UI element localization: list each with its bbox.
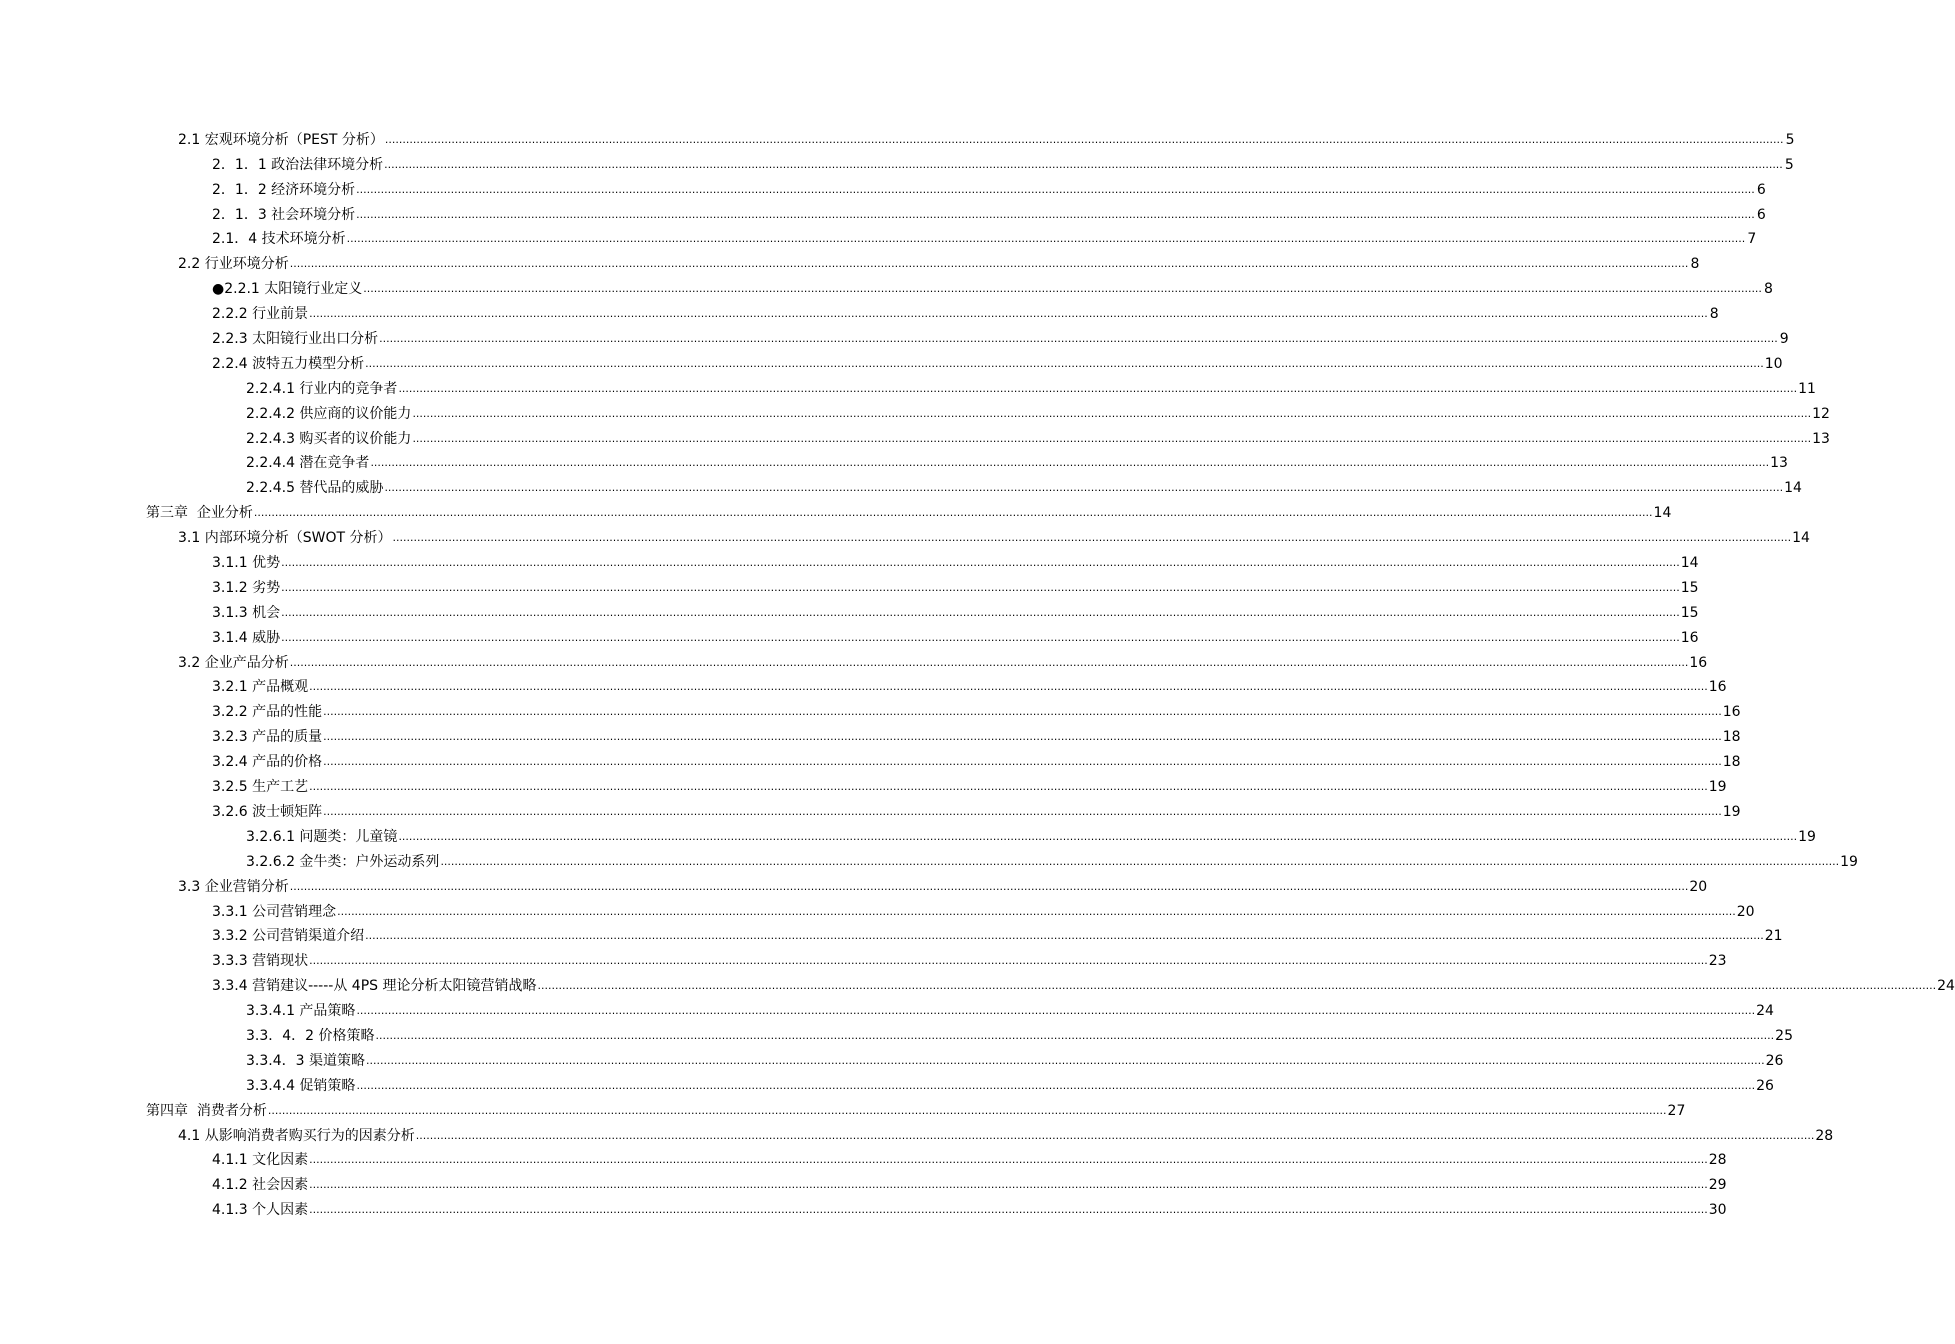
toc-dot-leader: ................................................................................................................................................................................................................................................................................................................................................................................................................ [365, 1053, 1765, 1067]
toc-page-number: 26 [1756, 1077, 1774, 1094]
toc-entry[interactable] [0, 273, 1773, 298]
toc-page-number: 24 [1756, 1003, 1774, 1020]
toc-page-number: 25 [1775, 1027, 1793, 1044]
toc-dot-leader: ................................................................................................................................................................................................................................................................................................................................................................................................................ [365, 356, 1764, 370]
toc-page-number: 8 [1764, 281, 1773, 298]
toc-dot-leader: ................................................................................................................................................................................................................................................................................................................................................................................................................ [398, 381, 1798, 395]
toc-dot-leader: ................................................................................................................................................................................................................................................................................................................................................................................................................ [415, 1128, 1815, 1142]
table-of-contents [0, 124, 1955, 1219]
toc-page-number: 15 [1680, 604, 1699, 621]
toc-page-number: 16 [1680, 629, 1699, 646]
toc-entry-title: ●2.2.1 太阳镜行业定义 [212, 281, 363, 298]
toc-page-number: 19 [1798, 828, 1816, 845]
toc-entry-title: 3.2.6 波士顿矩阵 [212, 803, 323, 820]
toc-page-number: 29 [1708, 1177, 1727, 1194]
toc-entry[interactable] [0, 398, 1830, 423]
toc-entry[interactable] [0, 1120, 1834, 1145]
toc-dot-leader: ................................................................................................................................................................................................................................................................................................................................................................................................................ [363, 282, 1762, 296]
toc-dot-leader: ................................................................................................................................................................................................................................................................................................................................................................................................................ [309, 307, 1708, 321]
toc-entry[interactable] [0, 871, 1708, 896]
toc-page-number: 13 [1770, 455, 1788, 472]
toc-page-number: 28 [1815, 1127, 1834, 1144]
toc-dot-leader: ................................................................................................................................................................................................................................................................................................................................................................................................................ [365, 929, 1764, 943]
toc-dot-leader: ................................................................................................................................................................................................................................................................................................................................................................................................................ [253, 506, 1653, 520]
toc-entry[interactable] [0, 672, 1727, 697]
toc-page-number: 5 [1784, 156, 1794, 173]
toc-dot-leader: ................................................................................................................................................................................................................................................................................................................................................................................................................ [309, 780, 1708, 794]
toc-dot-leader: ................................................................................................................................................................................................................................................................................................................................................................................................................ [356, 182, 1755, 196]
toc-page-number: 24 [1937, 978, 1955, 995]
toc-dot-leader: ................................................................................................................................................................................................................................................................................................................................................................................................................ [379, 332, 1778, 346]
toc-dot-leader: ................................................................................................................................................................................................................................................................................................................................................................................................................ [281, 556, 1680, 570]
toc-page-number: 20 [1689, 878, 1708, 895]
toc-entry[interactable] [0, 124, 1795, 149]
toc-page-number: 6 [1756, 206, 1766, 223]
toc-page-number: 23 [1708, 953, 1727, 970]
toc-page-number: 16 [1708, 679, 1727, 696]
toc-entry[interactable] [0, 149, 1794, 174]
toc-page-number: 6 [1756, 181, 1766, 198]
toc-dot-leader: ................................................................................................................................................................................................................................................................................................................................................................................................................ [356, 207, 1755, 221]
toc-dot-leader: ................................................................................................................................................................................................................................................................................................................................................................................................................ [289, 879, 1689, 893]
toc-page-number: 18 [1722, 729, 1741, 746]
toc-entry-title: 2．1．3 社会环境分析 [212, 206, 356, 223]
toc-page-number: 27 [1667, 1102, 1686, 1119]
toc-dot-leader: ................................................................................................................................................................................................................................................................................................................................................................................................................ [309, 680, 1708, 694]
toc-entry-title: 2.2.2 行业前景 [212, 306, 309, 323]
toc-entry-title: 3.3.1 公司营销理念 [212, 903, 337, 920]
toc-page-number: 9 [1779, 331, 1789, 348]
toc-entry-title: 3.1.2 劣势 [212, 579, 281, 596]
toc-entry-title: 2．1．2 经济环境分析 [212, 181, 356, 198]
toc-page-number: 8 [1690, 256, 1700, 273]
toc-entry[interactable] [0, 572, 1699, 597]
toc-dot-leader: ................................................................................................................................................................................................................................................................................................................................................................................................................ [289, 655, 1689, 669]
toc-page-number: 10 [1764, 355, 1783, 372]
toc-entry[interactable] [0, 846, 1858, 871]
toc-page-number: 5 [1785, 131, 1795, 148]
toc-entry[interactable] [0, 497, 1672, 522]
toc-entry[interactable] [0, 970, 1955, 995]
toc-dot-leader: ................................................................................................................................................................................................................................................................................................................................................................................................................ [370, 456, 1770, 470]
toc-page-number: 28 [1708, 1152, 1727, 1169]
toc-entry-title: 第四章 消费者分析 [146, 1102, 267, 1119]
toc-entry[interactable] [0, 174, 1766, 199]
toc-entry-title: 2.2.4.3 购买者的议价能力 [246, 430, 412, 447]
toc-page-number: 14 [1680, 555, 1699, 572]
toc-dot-leader: ................................................................................................................................................................................................................................................................................................................................................................................................................ [384, 481, 1784, 495]
toc-dot-leader: ................................................................................................................................................................................................................................................................................................................................................................................................................ [440, 854, 1840, 868]
toc-page-number: 15 [1680, 579, 1699, 596]
toc-dot-leader: ................................................................................................................................................................................................................................................................................................................................................................................................................ [337, 904, 1736, 918]
toc-entry-title: 3.2.1 产品概观 [212, 679, 309, 696]
toc-entry[interactable] [0, 821, 1816, 846]
toc-entry-title: 2.1 宏观环境分析（PEST 分析） [178, 131, 384, 148]
toc-page-number: 8 [1709, 306, 1719, 323]
toc-dot-leader: ................................................................................................................................................................................................................................................................................................................................................................................................................ [346, 232, 1746, 246]
toc-entry-title: 3.2.2 产品的性能 [212, 704, 323, 721]
toc-dot-leader: ................................................................................................................................................................................................................................................................................................................................................................................................................ [537, 979, 1937, 993]
toc-page-number: 19 [1722, 803, 1741, 820]
toc-entry[interactable] [0, 248, 1700, 273]
toc-entry[interactable] [0, 373, 1816, 398]
toc-entry-title: 2.2 行业环境分析 [178, 256, 289, 273]
toc-entry[interactable] [0, 547, 1699, 572]
toc-entry[interactable] [0, 1169, 1727, 1194]
toc-page-number: 13 [1812, 430, 1830, 447]
toc-dot-leader: ................................................................................................................................................................................................................................................................................................................................................................................................................ [309, 1178, 1708, 1192]
toc-entry[interactable] [0, 423, 1830, 448]
toc-page-number: 16 [1722, 704, 1741, 721]
toc-entry[interactable] [0, 1194, 1727, 1219]
toc-dot-leader: ................................................................................................................................................................................................................................................................................................................................................................................................................ [281, 630, 1680, 644]
toc-dot-leader: ................................................................................................................................................................................................................................................................................................................................................................................................................ [323, 730, 1722, 744]
toc-dot-leader: ................................................................................................................................................................................................................................................................................................................................................................................................................ [412, 406, 1812, 420]
toc-entry-title: 2.2.4.5 替代品的威胁 [246, 480, 384, 497]
toc-entry[interactable] [0, 896, 1755, 921]
toc-dot-leader: ................................................................................................................................................................................................................................................................................................................................................................................................................ [281, 580, 1680, 594]
toc-dot-leader: ................................................................................................................................................................................................................................................................................................................................................................................................................ [392, 531, 1792, 545]
toc-entry-title: 3.2.3 产品的质量 [212, 729, 323, 746]
toc-entry[interactable] [0, 522, 1810, 547]
toc-page-number: 11 [1798, 380, 1816, 397]
toc-page-number: 19 [1840, 853, 1858, 870]
toc-entry[interactable] [0, 298, 1719, 323]
toc-entry-title: 2.2.3 太阳镜行业出口分析 [212, 331, 379, 348]
toc-dot-leader: ................................................................................................................................................................................................................................................................................................................................................................................................................ [309, 954, 1708, 968]
toc-dot-leader: ................................................................................................................................................................................................................................................................................................................................................................................................................ [323, 804, 1722, 818]
toc-page-number: 18 [1722, 754, 1741, 771]
toc-page-number: 20 [1736, 903, 1755, 920]
toc-entry[interactable] [0, 348, 1783, 373]
toc-entry[interactable] [0, 199, 1766, 224]
toc-page-number: 14 [1784, 480, 1802, 497]
toc-entry-title: 2.2.4.2 供应商的议价能力 [246, 405, 412, 422]
toc-dot-leader: ................................................................................................................................................................................................................................................................................................................................................................................................................ [412, 431, 1812, 445]
toc-entry-title: 4.1.1 文化因素 [212, 1152, 309, 1169]
toc-page-number: 14 [1792, 530, 1810, 547]
toc-dot-leader: ................................................................................................................................................................................................................................................................................................................................................................................................................ [384, 132, 1784, 146]
toc-entry[interactable] [0, 1045, 1784, 1070]
toc-entry-title: 3.1 内部环境分析（SWOT 分析） [178, 530, 392, 547]
toc-entry-title: 3.3.4．3 渠道策略 [246, 1052, 365, 1069]
toc-entry-title: 3.1.3 机会 [212, 604, 281, 621]
toc-entry[interactable] [0, 472, 1802, 497]
toc-page-number: 19 [1708, 779, 1727, 796]
toc-entry-title: 第三章 企业分析 [146, 505, 253, 522]
toc-entry-title: 3.3.2 公司营销渠道介绍 [212, 928, 365, 945]
toc-dot-leader: ................................................................................................................................................................................................................................................................................................................................................................................................................ [356, 1004, 1756, 1018]
toc-entry-title: 3.3.4.4 促销策略 [246, 1077, 356, 1094]
toc-entry[interactable] [0, 597, 1699, 622]
toc-entry[interactable] [0, 721, 1741, 746]
toc-entry[interactable] [0, 1145, 1727, 1170]
toc-page-number: 12 [1812, 405, 1830, 422]
toc-entry-title: 3.1.1 优势 [212, 555, 281, 572]
toc-entry[interactable] [0, 1070, 1774, 1095]
toc-entry-title: 3.3.4.1 产品策略 [246, 1003, 356, 1020]
toc-entry-title: 3.2.5 生产工艺 [212, 779, 309, 796]
toc-entry-title: 2．1．1 政治法律环境分析 [212, 156, 384, 173]
toc-entry[interactable] [0, 796, 1741, 821]
toc-dot-leader: ................................................................................................................................................................................................................................................................................................................................................................................................................ [309, 1203, 1708, 1217]
toc-page-number: 14 [1653, 505, 1672, 522]
toc-dot-leader: ................................................................................................................................................................................................................................................................................................................................................................................................................ [323, 755, 1722, 769]
toc-entry[interactable] [0, 921, 1783, 946]
toc-entry-title: 3.2.6.1 问题类：儿童镜 [246, 828, 398, 845]
toc-entry[interactable] [0, 945, 1727, 970]
toc-entry-title: 3.2.4 产品的价格 [212, 754, 323, 771]
toc-page-number: 30 [1708, 1202, 1727, 1219]
toc-entry[interactable] [0, 647, 1708, 672]
toc-dot-leader: ................................................................................................................................................................................................................................................................................................................................................................................................................ [309, 1153, 1708, 1167]
toc-entry-title: 2.1．4 技术环境分析 [212, 231, 346, 248]
toc-entry-title: 4.1.3 个人因素 [212, 1202, 309, 1219]
toc-entry-title: 3.1.4 威胁 [212, 629, 281, 646]
toc-entry-title: 3.3 企业营销分析 [178, 878, 289, 895]
toc-entry[interactable] [0, 995, 1774, 1020]
toc-entry-title: 3.3.4 营销建议-----从 4PS 理论分析太阳镜营销战略 [212, 978, 537, 995]
toc-entry-title: 3.2.6.2 金牛类：户外运动系列 [246, 853, 440, 870]
toc-entry[interactable] [0, 622, 1699, 647]
toc-entry-title: 4.1.2 社会因素 [212, 1177, 309, 1194]
toc-entry-title: 4.1 从影响消费者购买行为的因素分析 [178, 1127, 415, 1144]
toc-dot-leader: ................................................................................................................................................................................................................................................................................................................................................................................................................ [323, 705, 1722, 719]
toc-dot-leader: ................................................................................................................................................................................................................................................................................................................................................................................................................ [356, 1078, 1756, 1092]
toc-dot-leader: ................................................................................................................................................................................................................................................................................................................................................................................................................ [267, 1103, 1667, 1117]
toc-entry[interactable] [0, 1020, 1793, 1045]
toc-entry[interactable] [0, 224, 1757, 249]
toc-entry-title: 3.3.3 营销现状 [212, 953, 309, 970]
toc-entry[interactable] [0, 771, 1727, 796]
toc-page-number: 26 [1765, 1052, 1784, 1069]
toc-entry-title: 3.3．4．2 价格策略 [246, 1027, 375, 1044]
toc-entry[interactable] [0, 696, 1741, 721]
toc-page-number: 7 [1747, 231, 1757, 248]
toc-dot-leader: ................................................................................................................................................................................................................................................................................................................................................................................................................ [375, 1028, 1775, 1042]
toc-dot-leader: ................................................................................................................................................................................................................................................................................................................................................................................................................ [398, 829, 1798, 843]
toc-dot-leader: ................................................................................................................................................................................................................................................................................................................................................................................................................ [289, 257, 1689, 271]
toc-entry[interactable] [0, 1095, 1686, 1120]
toc-entry-title: 3.2 企业产品分析 [178, 654, 289, 671]
toc-dot-leader: ................................................................................................................................................................................................................................................................................................................................................................................................................ [384, 157, 1783, 171]
toc-entry[interactable] [0, 323, 1789, 348]
toc-entry-title: 2.2.4 波特五力模型分析 [212, 355, 365, 372]
toc-dot-leader: ................................................................................................................................................................................................................................................................................................................................................................................................................ [281, 605, 1680, 619]
toc-entry-title: 2.2.4.1 行业内的竞争者 [246, 380, 398, 397]
toc-page-number: 16 [1689, 654, 1708, 671]
toc-entry[interactable] [0, 746, 1741, 771]
toc-page-number: 21 [1764, 928, 1783, 945]
toc-entry[interactable] [0, 448, 1788, 473]
toc-entry-title: 2.2.4.4 潜在竞争者 [246, 455, 370, 472]
